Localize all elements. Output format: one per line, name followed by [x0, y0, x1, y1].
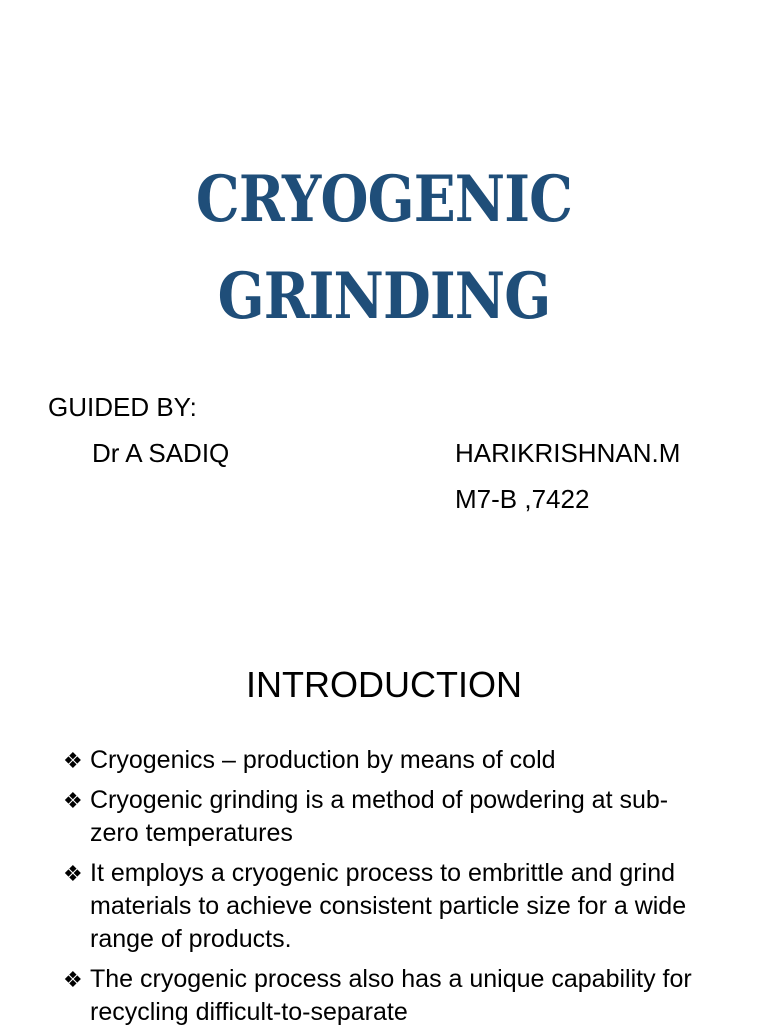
- bullet-item: [60, 963, 710, 1029]
- four-diamond-bullet-icon: ❖: [63, 788, 83, 813]
- bullet-text: Cryogenics – production by means of cold: [90, 746, 556, 774]
- four-diamond-bullet-icon: ❖: [63, 967, 83, 992]
- introduction-heading: INTRODUCTION: [246, 664, 522, 705]
- title-line-2: GRINDING: [217, 259, 551, 334]
- title-line-1: CRYOGENIC: [195, 162, 573, 237]
- bullet-text: The cryogenic process also has a unique capability for recycling difficult-to-separate: [90, 965, 692, 1026]
- bullet-list: [60, 744, 710, 1036]
- bullet-item: [60, 784, 710, 850]
- bullet-text: It employs a cryogenic process to embrittle and grind materials to achieve consistent particle size for a wide range of products.: [90, 859, 687, 953]
- guide-name: Dr A SADIQ: [92, 438, 230, 468]
- bullet-item: [60, 857, 710, 956]
- student-name: HARIKRISHNAN.M: [455, 438, 681, 468]
- bullet-item: [60, 744, 710, 777]
- introduction-slide: [0, 576, 768, 1024]
- four-diamond-bullet-icon: ❖: [63, 861, 83, 886]
- four-diamond-bullet-icon: ❖: [63, 748, 83, 773]
- guided-by-label: GUIDED BY:: [48, 392, 197, 422]
- student-id: M7-B ,7422: [455, 484, 590, 514]
- bullet-text: Cryogenic grinding is a method of powdering at sub-zero temperatures: [90, 786, 669, 847]
